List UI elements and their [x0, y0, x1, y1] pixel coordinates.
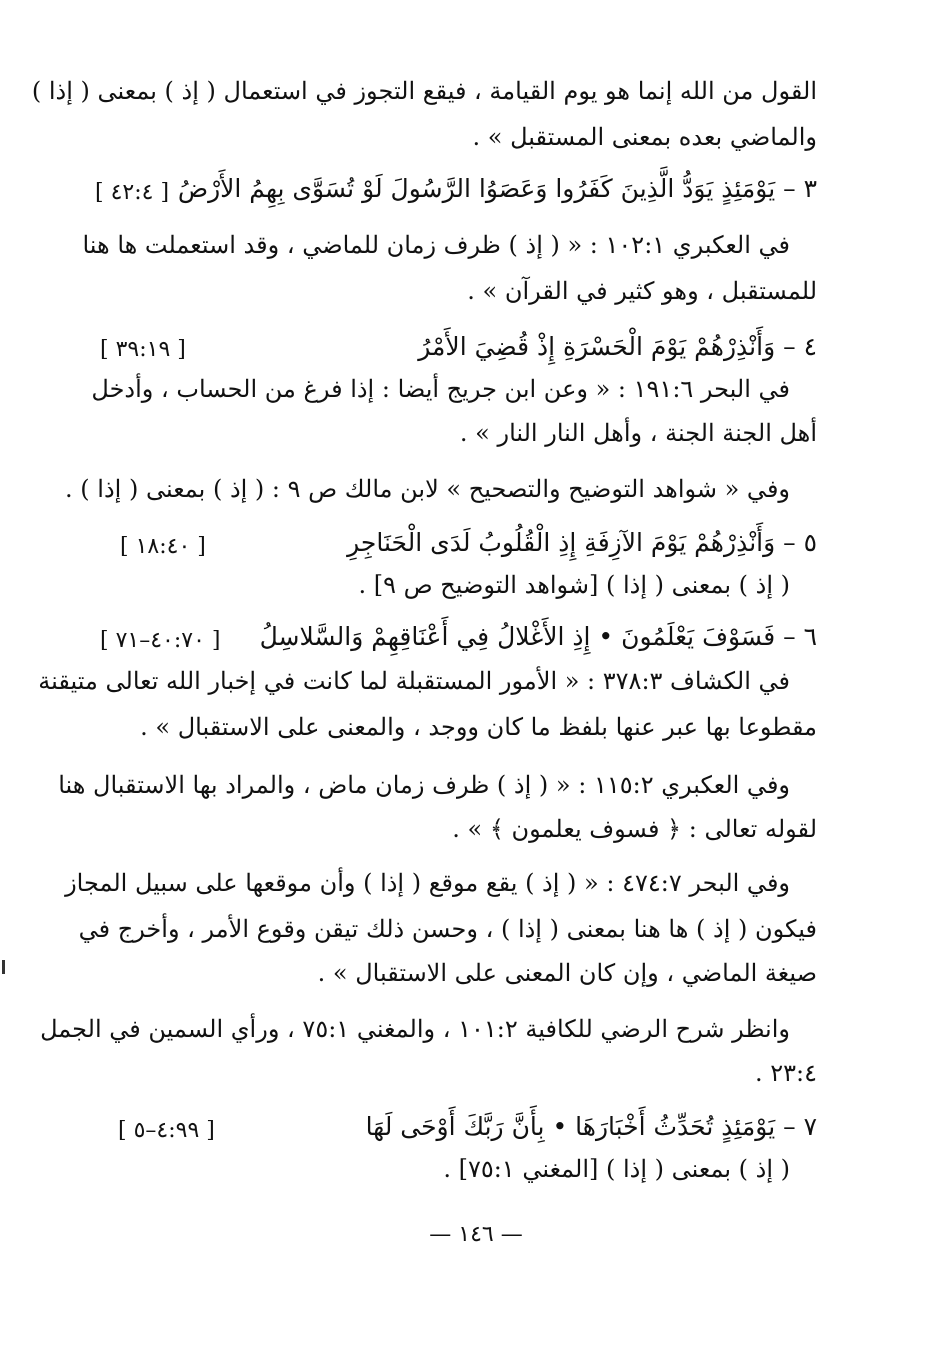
verse-line: ٣ – يَوْمَئِذٍ يَوَدُّ الَّذِينَ كَفَرُوا وَعَصَوُا الرَّسُولَ لَوْ تُسَوَّى بِهِمُ الأَرْضُ [177, 174, 817, 203]
text-line: ( إذ ) بمعنى ( إذا ) [المغني ٧٥:١] . [443, 1155, 790, 1183]
scan-edge-mark [2, 960, 5, 974]
text-line: وفي « شواهد التوضيح والتصحيح » لابن مالك ص ٩ : ( إذ ) بمعنى ( إذا ) . [65, 475, 790, 503]
text-line: وفي البحر ٤٧٤:٧ : « ( إذ ) يقع موقع ( إذا ) وأن موقعها على سبيل المجاز [65, 869, 790, 897]
verse-line: ٦ – فَسَوْفَ يَعْلَمُونَ • إِذِ الأَغْلالُ فِي أَعْنَاقِهِمْ وَالسَّلاسِلُ [259, 622, 817, 651]
text-line: في العكبري ١٠٢:١ : « ( إذ ) ظرف زمان للماضي ، وقد استعملت ها هنا [82, 231, 790, 259]
text-line: ٢٣:٤ . [754, 1059, 817, 1087]
text-line: أهل الجنة الجنة ، وأهل النار النار » . [459, 419, 817, 447]
text-line: وفي العكبري ١١٥:٢ : « ( إذ ) ظرف زمان ماض ، والمراد بها الاستقبال هنا [58, 771, 790, 799]
text-line: في البحر ١٩١:٦ : « وعن ابن جريج أيضا : إذا فرغ من الحساب ، وأدخل [91, 375, 790, 403]
verse-line: ٧ – يَوْمَئِذٍ تُحَدِّثُ أَخْبَارَهَا • بِأَنَّ رَبَّكَ أَوْحَى لَهَا [365, 1112, 817, 1141]
text-line: فيكون ( إذ ) ها هنا بمعنى ( إذا ) ، وحسن ذلك تيقن وقوع الأمر ، وأخرج في [78, 915, 817, 943]
verse-reference: [ ٤٢:٤ ] [95, 180, 170, 205]
verse-reference: [ ٤:٩٩–٥ ] [118, 1118, 215, 1143]
text-line: والماضي بعده بمعنى المستقبل » . [472, 123, 817, 151]
text-line: ( إذ ) بمعنى ( إذا ) [شواهد التوضيح ص ٩] . [358, 571, 790, 599]
text-line: لقوله تعالى : ﴿ فسوف يعلمون ﴾ » . [452, 815, 817, 843]
text-line: في الكشاف ٣٧٨:٣ : « الأمور المستقبلة لما كانت في إخبار الله تعالى متيقنة [38, 667, 790, 695]
verse-reference: [ ٣٩:١٩ ] [100, 337, 186, 362]
text-line: صيغة الماضي ، وإن كان المعنى على الاستقبال » . [317, 959, 817, 987]
verse-reference: [ ٤٠:٧٠–٧١ ] [100, 628, 221, 653]
text-line: القول من الله إنما هو يوم القيامة ، فيقع التجوز في استعمال ( إذ ) بمعنى ( إذا ) [31, 77, 817, 105]
text-line: مقطوعا بها عبر عنها بلفظ ما كان ووجد ، والمعنى على الاستقبال » . [140, 713, 817, 741]
verse-line: ٤ – وَأَنْذِرْهُمْ يَوْمَ الْحَسْرَةِ إِذْ قُضِيَ الأَمْرُ [418, 332, 817, 361]
verse-reference: [ ١٨:٤٠ ] [120, 534, 206, 559]
verse-line: ٥ – وَأَنْذِرْهُمْ يَوْمَ الآزِفَةِ إِذِ الْقُلُوبُ لَدَى الْحَنَاجِرِ [347, 528, 817, 557]
text-line: للمستقبل ، وهو كثير في القرآن » . [467, 277, 817, 305]
text-line: وانظر شرح الرضي للكافية ١٠١:٢ ، والمغني ٧٥:١ ، ورأي السمين في الجمل [40, 1015, 790, 1043]
page-number: — ١٤٦ — [429, 1222, 523, 1247]
